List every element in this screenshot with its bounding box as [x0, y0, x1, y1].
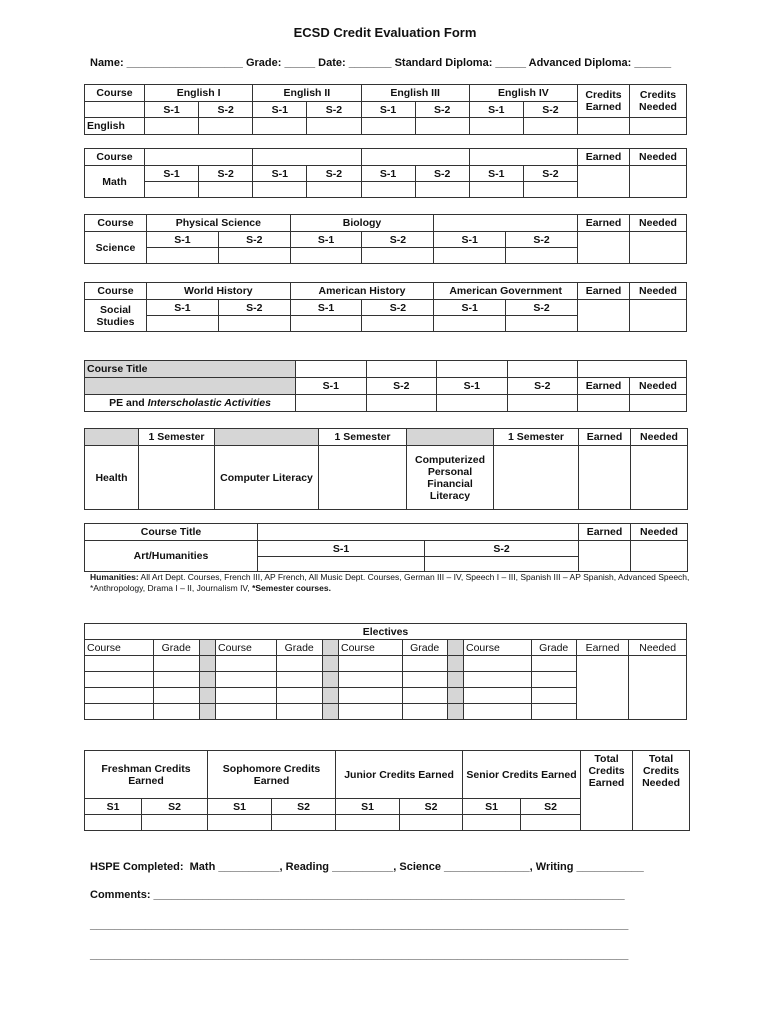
total-needed-header: Total Credits Needed — [633, 751, 690, 831]
entry-cell[interactable] — [361, 118, 415, 135]
shaded-cell — [322, 656, 338, 672]
semester-label: S-1 — [147, 232, 219, 248]
elective-grade-header: Grade — [402, 640, 447, 656]
semester-label: S-1 — [469, 166, 523, 182]
shaded-cell — [322, 688, 338, 704]
totals-table — [84, 750, 690, 831]
entry-cell[interactable] — [531, 704, 576, 720]
entry-cell[interactable] — [506, 316, 578, 332]
semester-label: S-2 — [199, 102, 253, 118]
shaded-cell — [215, 429, 319, 446]
pe-table — [84, 360, 687, 412]
entry-cell[interactable] — [216, 672, 276, 688]
financial-literacy-label: Computerized Personal Financial Literacy — [407, 446, 494, 510]
entry-cell[interactable] — [339, 656, 403, 672]
entry-cell[interactable] — [361, 182, 415, 198]
english-1-header: English I — [145, 85, 253, 102]
needed-header: Needed — [630, 283, 687, 300]
english-table — [84, 84, 687, 135]
course-title-header: Course Title — [85, 361, 296, 378]
comments-line[interactable]: Comments: _____________________________________________________________________________ — [90, 889, 625, 901]
entry-cell[interactable] — [463, 672, 531, 688]
note-text: All Art Dept. Courses, French III, AP French, All Music Dept. Courses, German III – IV, Speech I – III, Spanish III – AP Spanish, Advanced Speech, *Anthropology, Drama I – II, Journalism IV, — [90, 572, 690, 593]
course-header: Course — [85, 85, 145, 102]
semester-label: S-1 — [290, 232, 362, 248]
entry-cell[interactable] — [276, 688, 322, 704]
elective-grade-header: Grade — [276, 640, 322, 656]
entry-cell[interactable] — [366, 395, 437, 412]
entry-cell[interactable] — [216, 656, 276, 672]
health-table — [84, 428, 688, 510]
entry-cell[interactable] — [531, 656, 576, 672]
pe-row-label — [85, 395, 296, 412]
semester-label: S-1 — [147, 300, 219, 316]
semester-label: S-2 — [506, 232, 578, 248]
needed-header: Needed — [630, 378, 687, 395]
semester-label: S-2 — [523, 102, 577, 118]
shaded-cell — [322, 672, 338, 688]
blank-cell — [85, 102, 145, 118]
comments-blank-line[interactable]: ________________________________________________________________________________________ — [90, 949, 629, 961]
junior-credits-header: Junior Credits Earned — [336, 751, 463, 799]
shaded-cell — [447, 656, 463, 672]
course-header: Course — [85, 215, 147, 232]
shaded-cell — [322, 704, 338, 720]
entry-cell[interactable] — [434, 215, 578, 232]
entry-cell[interactable] — [507, 361, 578, 378]
needed-header: Needed — [631, 429, 688, 446]
entry-cell[interactable] — [630, 118, 687, 135]
english-2-header: English II — [253, 85, 361, 102]
finance-semester-label: 1 Semester — [494, 429, 579, 446]
entry-cell[interactable] — [145, 149, 253, 166]
world-history-header: World History — [147, 283, 291, 300]
american-government-header: American Government — [434, 283, 578, 300]
shaded-cell — [199, 640, 215, 656]
semester-label: S-1 — [290, 300, 362, 316]
entry-cell[interactable] — [463, 688, 531, 704]
blank-cell — [578, 361, 687, 378]
semester-label: S-1 — [361, 102, 415, 118]
semester-label: S-1 — [253, 102, 307, 118]
entry-cell[interactable] — [296, 361, 367, 378]
semester-label: S-2 — [307, 166, 361, 182]
entry-cell[interactable] — [578, 300, 630, 332]
entry-cell[interactable] — [400, 815, 463, 831]
sophomore-credits-header: Sophomore Credits Earned — [208, 751, 336, 799]
computer-semester-label: 1 Semester — [319, 429, 407, 446]
earned-header: Earned — [578, 378, 630, 395]
entry-cell[interactable] — [145, 182, 199, 198]
shaded-cell — [199, 704, 215, 720]
entry-cell[interactable] — [199, 118, 253, 135]
semester-label: S-2 — [523, 166, 577, 182]
entry-cell[interactable] — [434, 316, 506, 332]
entry-cell[interactable] — [153, 704, 199, 720]
social-studies-row-label: Social Studies — [85, 300, 147, 332]
semester-label: S2 — [272, 799, 336, 815]
semester-label: S-2 — [362, 300, 434, 316]
math-row-label: Math — [85, 166, 145, 198]
total-earned-header: Total Credits Earned — [581, 751, 633, 831]
shaded-cell — [322, 640, 338, 656]
shaded-cell — [199, 688, 215, 704]
semester-label: S-1 — [437, 378, 508, 395]
entry-cell[interactable] — [258, 557, 425, 572]
shaded-cell — [85, 378, 296, 395]
semester-label: S-2 — [218, 300, 290, 316]
entry-cell[interactable] — [531, 688, 576, 704]
course-header: Course — [85, 283, 147, 300]
entry-cell[interactable] — [629, 656, 687, 720]
math-table — [84, 148, 687, 198]
semester-label: S-1 — [434, 232, 506, 248]
biology-header: Biology — [290, 215, 434, 232]
shaded-cell — [407, 429, 494, 446]
credits-needed-header: Credits Needed — [630, 85, 687, 118]
semester-label: S-2 — [507, 378, 578, 395]
pe-label-italic: Interscholastic Activities — [147, 397, 271, 409]
entry-cell[interactable] — [362, 316, 434, 332]
art-table — [84, 523, 688, 572]
entry-cell[interactable] — [402, 656, 447, 672]
semester-label: S1 — [336, 799, 400, 815]
note-emphasis: *Semester courses. — [252, 583, 331, 593]
humanities-note — [90, 572, 690, 594]
entry-cell[interactable] — [506, 248, 578, 264]
hspe-completed-line[interactable]: HSPE Completed: Math __________, Reading __________, Science ______________, Writing ___________ — [90, 861, 644, 873]
semester-label: S2 — [142, 799, 208, 815]
entry-cell[interactable] — [339, 704, 403, 720]
entry-cell[interactable] — [147, 316, 219, 332]
entry-cell[interactable] — [469, 149, 577, 166]
entry-cell[interactable] — [494, 446, 579, 510]
entry-cell[interactable] — [576, 656, 628, 720]
social-studies-table — [84, 282, 687, 332]
shaded-cell — [447, 704, 463, 720]
entry-cell[interactable] — [147, 248, 219, 264]
entry-cell[interactable] — [290, 248, 362, 264]
american-history-header: American History — [290, 283, 434, 300]
entry-cell[interactable] — [425, 557, 579, 572]
entry-cell[interactable] — [218, 316, 290, 332]
earned-header: Earned — [576, 640, 628, 656]
elective-course-header: Course — [216, 640, 276, 656]
english-4-header: English IV — [469, 85, 577, 102]
semester-label: S-2 — [425, 541, 579, 557]
needed-header: Needed — [629, 640, 687, 656]
elective-course-header: Course — [85, 640, 154, 656]
entry-cell[interactable] — [85, 815, 142, 831]
semester-label: S-1 — [258, 541, 425, 557]
earned-header: Earned — [578, 149, 630, 166]
entry-cell[interactable] — [366, 361, 437, 378]
health-label: Health — [85, 446, 139, 510]
entry-cell[interactable] — [531, 672, 576, 688]
entry-cell[interactable] — [469, 182, 523, 198]
earned-header: Earned — [578, 215, 630, 232]
entry-cell[interactable] — [142, 815, 208, 831]
entry-cell[interactable] — [85, 656, 154, 672]
semester-label: S-2 — [415, 166, 469, 182]
entry-cell[interactable] — [415, 182, 469, 198]
entry-cell[interactable] — [336, 815, 400, 831]
elective-grade-header: Grade — [153, 640, 199, 656]
entry-cell[interactable] — [630, 300, 687, 332]
needed-header: Needed — [631, 524, 688, 541]
semester-label: S-1 — [434, 300, 506, 316]
entry-cell[interactable] — [85, 704, 154, 720]
entry-cell[interactable] — [85, 688, 154, 704]
senior-credits-header: Senior Credits Earned — [463, 751, 581, 799]
entry-cell[interactable] — [153, 672, 199, 688]
english-3-header: English III — [361, 85, 469, 102]
physical-science-header: Physical Science — [147, 215, 291, 232]
entry-cell[interactable] — [307, 118, 361, 135]
semester-label: S-1 — [469, 102, 523, 118]
entry-cell[interactable] — [523, 182, 577, 198]
art-row-label: Art/Humanities — [85, 541, 258, 572]
entry-cell[interactable] — [578, 395, 630, 412]
semester-label: S1 — [463, 799, 521, 815]
earned-header: Earned — [578, 283, 630, 300]
entry-cell[interactable] — [290, 316, 362, 332]
semester-label: S2 — [400, 799, 463, 815]
shaded-cell — [199, 656, 215, 672]
semester-label: S2 — [521, 799, 581, 815]
entry-cell[interactable] — [402, 704, 447, 720]
entry-cell[interactable] — [434, 248, 506, 264]
electives-title: Electives — [85, 624, 687, 640]
entry-cell[interactable] — [139, 446, 215, 510]
entry-cell[interactable] — [415, 118, 469, 135]
entry-cell[interactable] — [218, 248, 290, 264]
entry-cell[interactable] — [85, 672, 154, 688]
entry-cell[interactable] — [153, 656, 199, 672]
entry-cell[interactable] — [153, 688, 199, 704]
shaded-cell — [199, 672, 215, 688]
entry-cell[interactable] — [463, 656, 531, 672]
semester-label: S1 — [208, 799, 272, 815]
semester-label: S-1 — [253, 166, 307, 182]
entry-cell[interactable] — [145, 118, 199, 135]
entry-cell[interactable] — [253, 182, 307, 198]
entry-cell[interactable] — [437, 395, 508, 412]
entry-cell[interactable] — [630, 166, 687, 198]
entry-cell[interactable] — [319, 446, 407, 510]
electives-table — [84, 623, 687, 720]
semester-label: S-2 — [506, 300, 578, 316]
entry-cell[interactable] — [216, 704, 276, 720]
freshman-credits-header: Freshman Credits Earned — [85, 751, 208, 799]
shaded-cell — [447, 672, 463, 688]
entry-cell[interactable] — [463, 704, 531, 720]
elective-course-header: Course — [339, 640, 403, 656]
entry-cell[interactable] — [339, 672, 403, 688]
pe-label-plain: PE and — [109, 397, 148, 409]
entry-cell[interactable] — [208, 815, 272, 831]
semester-label: S-2 — [362, 232, 434, 248]
entry-cell[interactable] — [631, 541, 688, 572]
entry-cell[interactable] — [578, 166, 630, 198]
entry-cell[interactable] — [272, 815, 336, 831]
entry-cell[interactable] — [579, 446, 631, 510]
entry-cell[interactable] — [339, 688, 403, 704]
form-title: ECSD Credit Evaluation Form — [293, 25, 477, 40]
entry-cell[interactable] — [402, 688, 447, 704]
semester-label: S1 — [85, 799, 142, 815]
earned-header: Earned — [579, 429, 631, 446]
entry-cell[interactable] — [276, 656, 322, 672]
entry-cell[interactable] — [523, 118, 577, 135]
semester-label: S-1 — [296, 378, 367, 395]
elective-course-header: Course — [463, 640, 531, 656]
entry-cell[interactable] — [199, 182, 253, 198]
elective-grade-header: Grade — [531, 640, 576, 656]
english-row-label: English — [85, 118, 145, 135]
entry-cell[interactable] — [521, 815, 581, 831]
entry-cell[interactable] — [437, 361, 508, 378]
entry-cell[interactable] — [276, 704, 322, 720]
needed-header: Needed — [630, 149, 687, 166]
semester-label: S-1 — [145, 166, 199, 182]
entry-cell[interactable] — [307, 182, 361, 198]
entry-cell[interactable] — [469, 118, 523, 135]
semester-label: S-1 — [361, 166, 415, 182]
note-label: Humanities: — [90, 572, 139, 582]
student-info-line[interactable]: Name: ___________________ Grade: _____ Date: _______ Standard Diploma: _____ Advanced Diploma: ______ — [90, 57, 672, 69]
entry-cell[interactable] — [507, 395, 578, 412]
semester-label: S-2 — [415, 102, 469, 118]
entry-cell[interactable] — [578, 118, 630, 135]
comments-blank-line[interactable]: ________________________________________________________________________________________ — [90, 919, 629, 931]
entry-cell[interactable] — [579, 541, 631, 572]
entry-cell[interactable] — [253, 149, 361, 166]
course-title-header: Course Title — [85, 524, 258, 541]
semester-label: S-2 — [218, 232, 290, 248]
entry-cell[interactable] — [296, 395, 367, 412]
entry-cell[interactable] — [362, 248, 434, 264]
credits-earned-header: Credits Earned — [578, 85, 630, 118]
entry-cell[interactable] — [630, 395, 687, 412]
needed-header: Needed — [630, 215, 687, 232]
shaded-cell — [447, 640, 463, 656]
semester-label: S-1 — [145, 102, 199, 118]
entry-cell[interactable] — [258, 524, 579, 541]
entry-cell[interactable] — [578, 232, 630, 264]
semester-label: S-2 — [366, 378, 437, 395]
semester-label: S-2 — [199, 166, 253, 182]
entry-cell[interactable] — [253, 118, 307, 135]
science-row-label: Science — [85, 232, 147, 264]
semester-label: S-2 — [307, 102, 361, 118]
shaded-cell — [85, 429, 139, 446]
computer-literacy-label: Computer Literacy — [215, 446, 319, 510]
health-semester-label: 1 Semester — [139, 429, 215, 446]
entry-cell[interactable] — [276, 672, 322, 688]
entry-cell[interactable] — [216, 688, 276, 704]
science-table — [84, 214, 687, 264]
course-header: Course — [85, 149, 145, 166]
shaded-cell — [447, 688, 463, 704]
earned-header: Earned — [579, 524, 631, 541]
entry-cell[interactable] — [463, 815, 521, 831]
entry-cell[interactable] — [361, 149, 469, 166]
entry-cell[interactable] — [631, 446, 688, 510]
entry-cell[interactable] — [402, 672, 447, 688]
entry-cell[interactable] — [630, 232, 687, 264]
